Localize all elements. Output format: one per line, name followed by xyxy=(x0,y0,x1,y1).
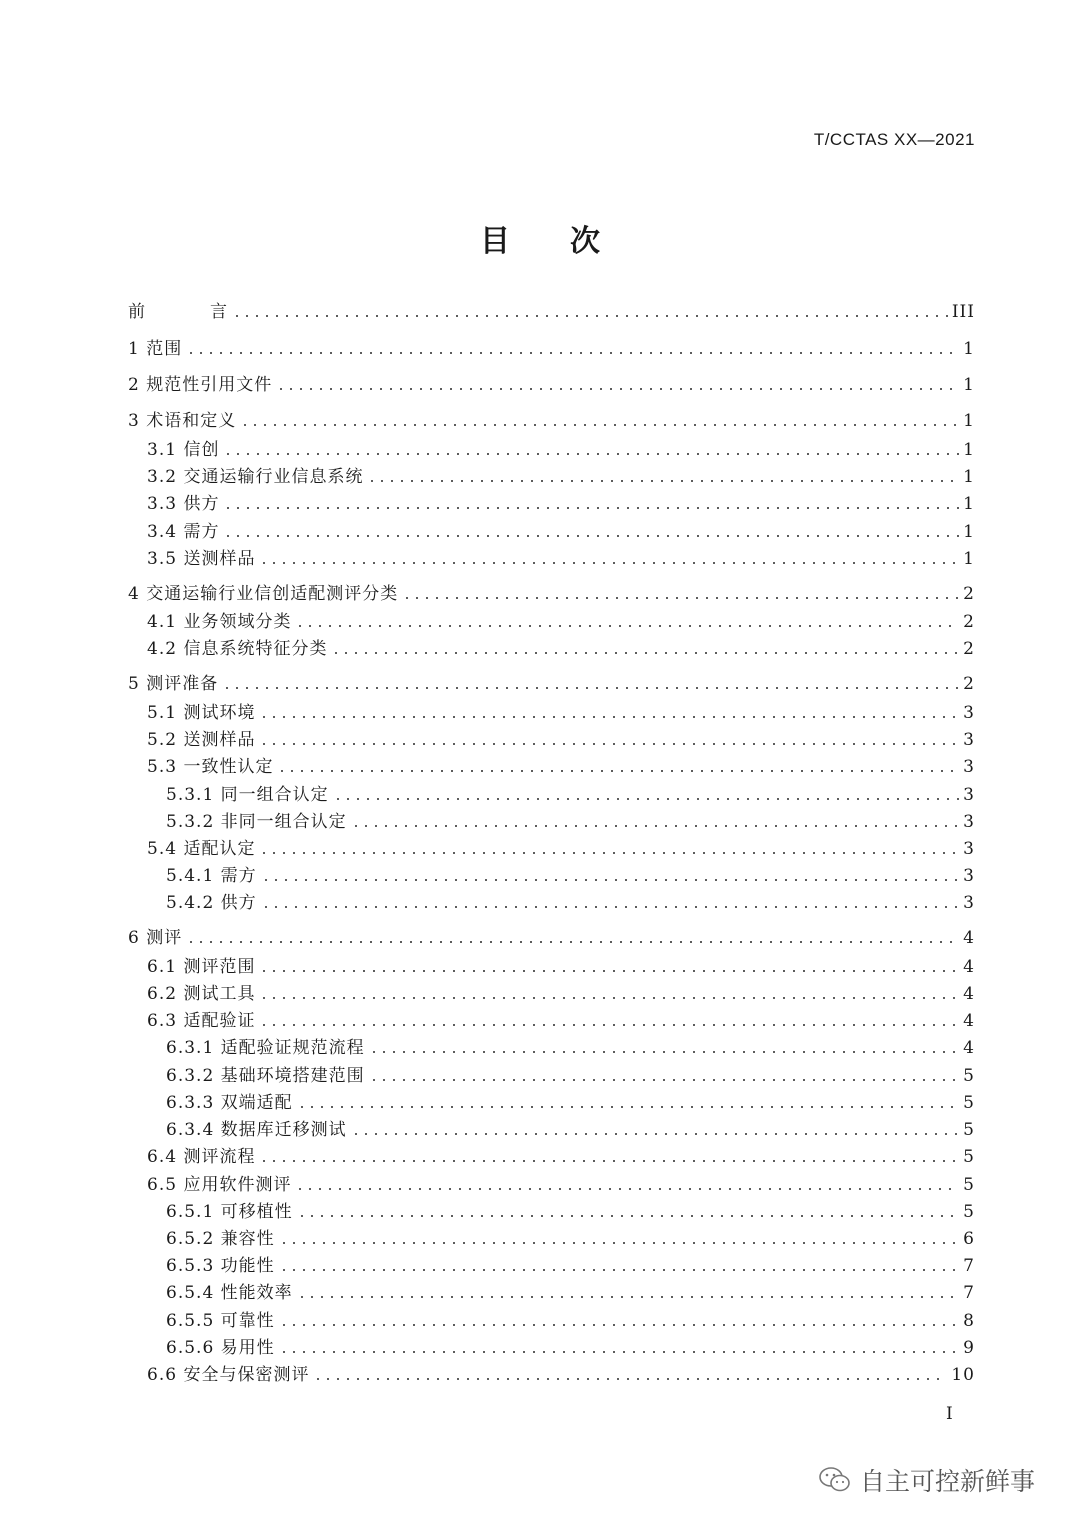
page-number: I xyxy=(946,1404,953,1424)
toc-entry[interactable] xyxy=(166,1037,975,1059)
toc-entry-page: 2 xyxy=(963,612,975,632)
toc-entry[interactable] xyxy=(147,983,975,1005)
toc-entry-page: 3 xyxy=(963,812,975,832)
toc-entry-label: 6.3.1 适配验证规范流程 xyxy=(166,1038,365,1058)
toc-dot-leader xyxy=(333,798,960,800)
toc-dot-leader xyxy=(259,716,959,718)
toc-entry-page: 3 xyxy=(963,730,975,750)
toc-entry[interactable] xyxy=(147,702,975,724)
toc-entry-page: 1 xyxy=(963,339,975,359)
toc-entry-label: 6.5.6 易用性 xyxy=(166,1338,275,1358)
toc-entry[interactable] xyxy=(128,301,975,323)
toc-entry-label: 6.5 应用软件测评 xyxy=(147,1175,292,1195)
toc-dot-leader xyxy=(259,1024,959,1026)
toc-dot-leader xyxy=(223,535,959,537)
toc-entry-page: 1 xyxy=(963,440,975,460)
toc-dot-leader xyxy=(276,388,959,390)
toc-dot-leader xyxy=(297,1106,960,1108)
toc-entry-page: 3 xyxy=(963,866,975,886)
toc-dot-leader xyxy=(223,507,959,509)
toc-entry[interactable] xyxy=(166,784,975,806)
toc-dot-leader xyxy=(369,1079,960,1081)
toc-dot-leader xyxy=(240,424,959,426)
toc-entry-label: 5.3.2 非同一组合认定 xyxy=(166,812,347,832)
toc-dot-leader xyxy=(186,941,959,943)
toc-entry[interactable] xyxy=(166,1310,975,1332)
toc-dot-leader xyxy=(351,1133,960,1135)
toc-dot-leader xyxy=(297,1215,960,1217)
toc-dot-leader xyxy=(295,1188,959,1190)
toc-entry-label: 5.4.1 需方 xyxy=(166,866,257,886)
toc-entry-page: 1 xyxy=(963,549,975,569)
toc-entry[interactable] xyxy=(147,1364,975,1386)
toc-entry[interactable] xyxy=(147,1010,975,1032)
toc-entry-page: 3 xyxy=(963,839,975,859)
toc-dot-leader xyxy=(295,625,959,627)
toc-entry[interactable] xyxy=(147,956,975,978)
toc-dot-leader xyxy=(232,315,948,317)
toc-dot-leader xyxy=(402,597,959,599)
toc-dot-leader xyxy=(277,770,959,772)
toc-entry-page: 2 xyxy=(963,674,975,694)
toc-entry-label: 6.6 安全与保密测评 xyxy=(147,1365,310,1385)
toc-entry-label: 6.3 适配验证 xyxy=(147,1011,256,1031)
toc-entry[interactable] xyxy=(128,927,975,949)
toc-entry[interactable] xyxy=(147,756,975,778)
toc-entry[interactable] xyxy=(128,338,975,360)
toc-dot-leader xyxy=(223,453,959,455)
toc-entry-page: 1 xyxy=(963,375,975,395)
toc-entry-label: 6.3.3 双端适配 xyxy=(166,1093,293,1113)
toc-entry[interactable] xyxy=(147,493,975,515)
toc-entry-page: 1 xyxy=(963,522,975,542)
toc-dot-leader xyxy=(279,1269,960,1271)
toc-entry-page: 3 xyxy=(963,893,975,913)
toc-entry[interactable] xyxy=(147,1174,975,1196)
toc-entry-label: 6.5.2 兼容性 xyxy=(166,1229,275,1249)
toc-entry-label: 6.5.5 可靠性 xyxy=(166,1311,275,1331)
toc-dot-leader xyxy=(259,970,959,972)
toc-dot-leader xyxy=(351,825,960,827)
toc-entry[interactable] xyxy=(147,611,975,633)
toc-entry[interactable] xyxy=(166,1065,975,1087)
toc-entry-label: 6.3.2 基础环境搭建范围 xyxy=(166,1066,365,1086)
toc-entry[interactable] xyxy=(147,521,975,543)
toc-entry-label: 4 交通运输行业信创适配测评分类 xyxy=(128,584,399,604)
toc-entry-page: 3 xyxy=(963,757,975,777)
toc-entry-label: 6.5.3 功能性 xyxy=(166,1256,275,1276)
toc-entry-page: 1 xyxy=(963,467,975,487)
toc-dot-leader xyxy=(297,1296,960,1298)
toc-dot-leader xyxy=(222,687,959,689)
toc-entry[interactable] xyxy=(128,673,975,695)
toc-dot-leader xyxy=(259,852,959,854)
toc-entry-page: 5 xyxy=(963,1093,975,1113)
toc-entry[interactable] xyxy=(128,583,975,605)
toc-dot-leader xyxy=(259,562,959,564)
toc-entry-label: 6.5.4 性能效率 xyxy=(166,1283,293,1303)
toc-dot-leader xyxy=(279,1351,960,1353)
toc-entry[interactable] xyxy=(147,838,975,860)
toc-entry-label: 6.3.4 数据库迁移测试 xyxy=(166,1120,347,1140)
toc-entry[interactable] xyxy=(166,892,975,914)
toc-entry[interactable] xyxy=(166,1228,975,1250)
toc-entry-label: 1 范围 xyxy=(128,339,183,359)
toc-dot-leader xyxy=(279,1242,960,1244)
toc-entry-label: 6.4 测评流程 xyxy=(147,1147,256,1167)
toc-entry-page: 5 xyxy=(963,1147,975,1167)
toc-entry-label: 5.1 测试环境 xyxy=(147,703,256,723)
toc-entry-page: 4 xyxy=(963,1038,975,1058)
toc-entry-page: 10 xyxy=(951,1365,975,1385)
toc-entry[interactable] xyxy=(147,729,975,751)
toc-entry[interactable] xyxy=(166,811,975,833)
toc-entry-label: 3.5 送测样品 xyxy=(147,549,256,569)
toc-dot-leader xyxy=(186,352,959,354)
toc-dot-leader xyxy=(331,652,959,654)
toc-entry-label: 5.4.2 供方 xyxy=(166,893,257,913)
watermark xyxy=(818,1462,1035,1498)
toc-entry[interactable] xyxy=(166,1282,975,1304)
toc-dot-leader xyxy=(261,879,960,881)
toc-dot-leader xyxy=(259,743,959,745)
toc-entry[interactable] xyxy=(166,1337,975,1359)
toc-entry-label: 4.2 信息系统特征分类 xyxy=(147,639,328,659)
toc-entry[interactable] xyxy=(166,1255,975,1277)
toc-entry-label: 6.2 测试工具 xyxy=(147,984,256,1004)
toc-entry-page: 7 xyxy=(963,1283,975,1303)
toc-entry-page: 2 xyxy=(963,639,975,659)
toc-title-char-1: 目 xyxy=(480,224,510,259)
toc-entry-page: 3 xyxy=(963,703,975,723)
toc-entry-label: 6 测评 xyxy=(128,928,183,948)
doc-code: T/CCTAS XX—2021 xyxy=(813,130,975,149)
toc-entry-label: 5.4 适配认定 xyxy=(147,839,256,859)
toc-entry-page: 4 xyxy=(963,1011,975,1031)
toc-entry-page: III xyxy=(951,302,975,322)
toc-entry-label: 4.1 业务领域分类 xyxy=(147,612,292,632)
toc-entry[interactable] xyxy=(128,410,975,432)
toc-entry-label: 2 规范性引用文件 xyxy=(128,375,273,395)
toc-dot-leader xyxy=(259,997,959,999)
toc-dot-leader xyxy=(369,1051,960,1053)
toc-entry[interactable] xyxy=(166,865,975,887)
toc-entry[interactable] xyxy=(166,1092,975,1114)
toc-entry-page: 5 xyxy=(963,1202,975,1222)
toc-entry-page: 9 xyxy=(963,1338,975,1358)
toc-entry-page: 3 xyxy=(963,785,975,805)
toc-entry-page: 1 xyxy=(963,411,975,431)
toc-entry[interactable] xyxy=(147,548,975,570)
watermark-text: 自主可控新鲜事 xyxy=(860,1467,1036,1496)
toc-entry[interactable] xyxy=(128,374,975,396)
toc-entry-page: 6 xyxy=(963,1229,975,1249)
toc-entry-page: 4 xyxy=(963,928,975,948)
toc-entry-page: 4 xyxy=(963,984,975,1004)
toc-entry[interactable] xyxy=(147,439,975,461)
toc-entry-label: 3.4 需方 xyxy=(147,522,220,542)
toc-entry-page: 5 xyxy=(963,1066,975,1086)
toc-dot-leader xyxy=(313,1378,947,1380)
toc-dot-leader xyxy=(279,1324,960,1326)
toc-entry-label: 6.1 测评范围 xyxy=(147,957,256,977)
toc-entry[interactable] xyxy=(166,1201,975,1223)
toc-entry-page: 2 xyxy=(963,584,975,604)
toc-entry-label: 5 测评准备 xyxy=(128,674,219,694)
toc-entry-page: 1 xyxy=(963,494,975,514)
toc-entry-label: 5.3 一致性认定 xyxy=(147,757,274,777)
toc-dot-leader xyxy=(367,480,959,482)
toc-entry-page: 4 xyxy=(963,957,975,977)
toc-entry-label: 5.3.1 同一组合认定 xyxy=(166,785,329,805)
toc-entry-label: 6.5.1 可移植性 xyxy=(166,1202,293,1222)
toc-entry-label: 3.2 交通运输行业信息系统 xyxy=(147,467,364,487)
toc-entry-page: 5 xyxy=(963,1175,975,1195)
toc-dot-leader xyxy=(259,1160,959,1162)
toc-entry[interactable] xyxy=(147,638,975,660)
toc-entry-label: 前 言 xyxy=(128,302,229,322)
toc-entry-page: 8 xyxy=(963,1311,975,1331)
toc-dot-leader xyxy=(261,906,960,908)
toc-entry-label: 5.2 送测样品 xyxy=(147,730,256,750)
toc-entry[interactable] xyxy=(147,466,975,488)
toc-entry-label: 3 术语和定义 xyxy=(128,411,237,431)
toc-entry-page: 5 xyxy=(963,1120,975,1140)
toc-entry[interactable] xyxy=(147,1146,975,1168)
toc-entry[interactable] xyxy=(166,1119,975,1141)
toc-entry-label: 3.1 信创 xyxy=(147,440,220,460)
toc-entry-label: 3.3 供方 xyxy=(147,494,220,514)
toc-entry-page: 7 xyxy=(963,1256,975,1276)
wechat-icon xyxy=(818,1466,852,1494)
toc-title-char-2: 次 xyxy=(570,224,600,259)
